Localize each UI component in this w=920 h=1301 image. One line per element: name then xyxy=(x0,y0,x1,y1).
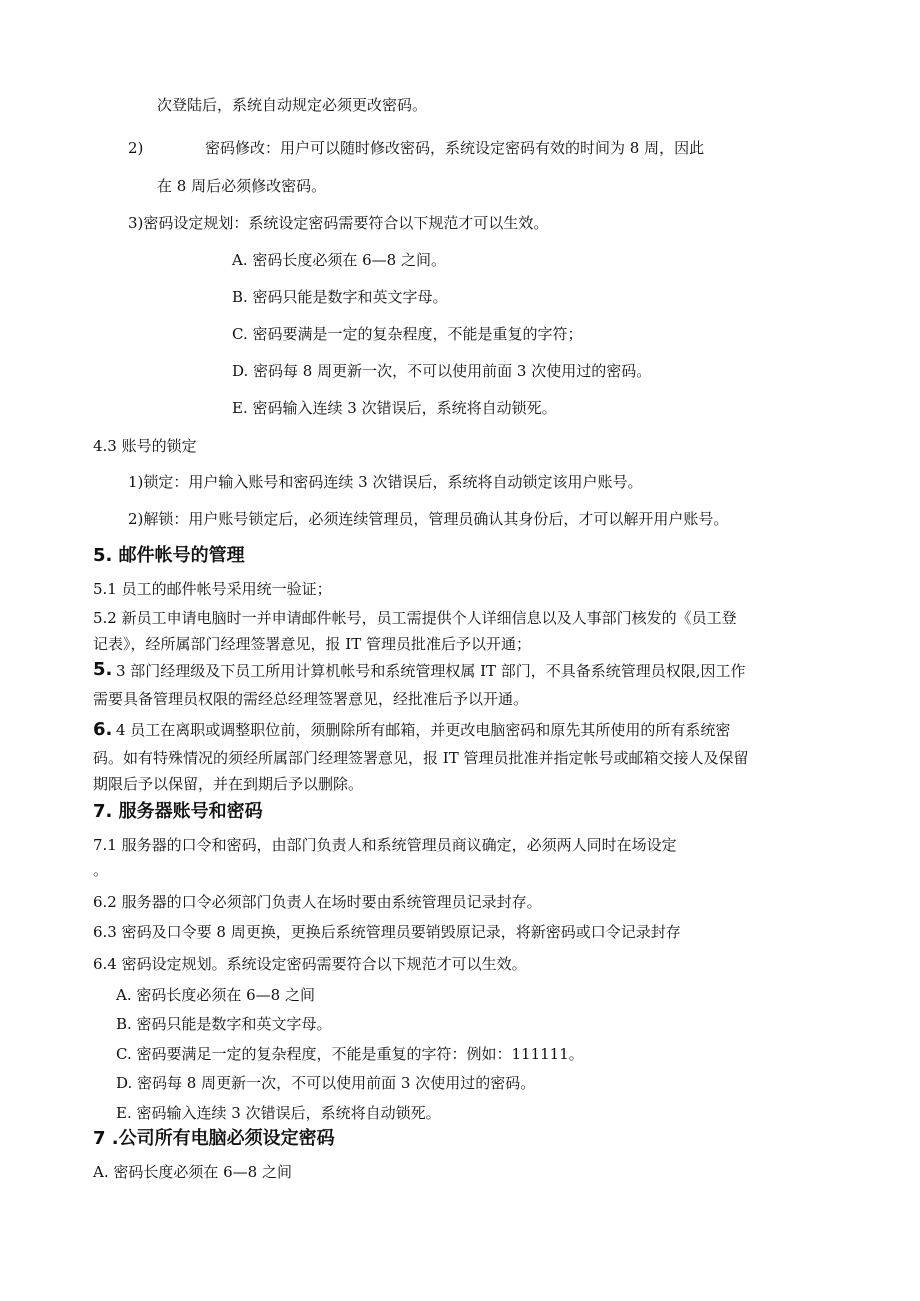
text-line: 次登陆后，系统自动规定必须更改密码。 xyxy=(157,96,428,114)
list-item: A. 密码长度必须在 6—8 之间 xyxy=(93,1163,292,1181)
text-line: 5.1 员工的邮件帐号采用统一验证； xyxy=(93,580,332,598)
text-line: 5.2 新员工申请电脑时一并申请邮件帐号，员工需提供个人详细信息以及人事部门核发的《员工登 xyxy=(93,609,737,627)
list-item: C. 密码要满足一定的复杂程度，不能是重复的字符：例如：111111。 xyxy=(116,1045,584,1063)
list-item: E. 密码输入连续 3 次错误后，系统将自动锁死。 xyxy=(232,399,557,417)
text-line: 6.4 密码设定规划。系统设定密码需要符合以下规范才可以生效。 xyxy=(93,955,527,973)
text-line: 2)解锁：用户账号锁定后，必须连续管理员，管理员确认其身份后，才可以解开用户账号。 xyxy=(128,510,729,528)
text-line: 密码修改：用户可以随时修改密码，系统设定密码有效的时间为 8 周，因此 xyxy=(205,139,705,157)
text-line: 期限后予以保留，并在到期后予以删除。 xyxy=(93,775,364,793)
paragraph-number: 6. xyxy=(93,719,113,740)
list-item: E. 密码输入连续 3 次错误后，系统将自动锁死。 xyxy=(116,1104,441,1122)
text-line: 7.1 服务器的口令和密码，由部门负责人和系统管理员商议确定，必须两人同时在场设定 xyxy=(93,836,677,854)
list-item: B. 密码只能是数字和英文字母。 xyxy=(232,288,448,306)
text-line: 需要具备管理员权限的需经总经理签署意见，经批准后予以开通。 xyxy=(93,690,529,708)
text-line: 6.3 密码及口令要 8 周更换，更换后系统管理员要销毁原记录，将新密码或口令记录封存 xyxy=(93,923,681,941)
list-item: D. 密码每 8 周更新一次，不可以使用前面 3 次使用过的密码。 xyxy=(232,362,652,380)
text-line: 在 8 周后必须修改密码。 xyxy=(157,177,327,195)
list-item: C. 密码要满是一定的复杂程度，不能是重复的字符； xyxy=(232,325,583,343)
text-line: 。 xyxy=(93,861,109,879)
list-item: D. 密码每 8 周更新一次，不可以使用前面 3 次使用过的密码。 xyxy=(116,1074,536,1092)
paragraph-number: 5. xyxy=(93,659,113,680)
text-line: 3)密码设定规划：系统设定密码需要符合以下规范才可以生效。 xyxy=(128,214,549,232)
text-line: 记表》，经所属部门经理签署意见，报 IT 管理员批准后予以开通； xyxy=(93,635,531,653)
section-heading: 4.3 账号的锁定 xyxy=(93,437,197,455)
list-number: 2) xyxy=(128,139,144,157)
section-heading: 7. 服务器账号和密码 xyxy=(93,801,263,822)
list-item: B. 密码只能是数字和英文字母。 xyxy=(116,1015,332,1033)
list-item: A. 密码长度必须在 6—8 之间。 xyxy=(232,251,446,269)
text-line: 3 部门经理级及下员工所用计算机帐号和系统管理权属 IT 部门，不具备系统管理员权限,因工作 xyxy=(116,662,746,680)
section-heading: 5. 邮件帐号的管理 xyxy=(93,545,245,566)
text-line: 1)锁定：用户输入账号和密码连续 3 次错误后，系统将自动锁定该用户账号。 xyxy=(128,473,643,491)
text-line: 码。如有特殊情况的须经所属部门经理签署意见，报 IT 管理员批准并指定帐号或邮箱交接人及保留 xyxy=(93,749,749,767)
text-line: 4 员工在离职或调整职位前，须删除所有邮箱，并更改电脑密码和原先其所使用的所有系统密 xyxy=(116,721,731,739)
list-item: A. 密码长度必须在 6—8 之间 xyxy=(116,986,315,1004)
section-heading: 7 .公司所有电脑必须设定密码 xyxy=(93,1128,335,1149)
text-line: 6.2 服务器的口令必须部门负责人在场时要由系统管理员记录封存。 xyxy=(93,893,542,911)
